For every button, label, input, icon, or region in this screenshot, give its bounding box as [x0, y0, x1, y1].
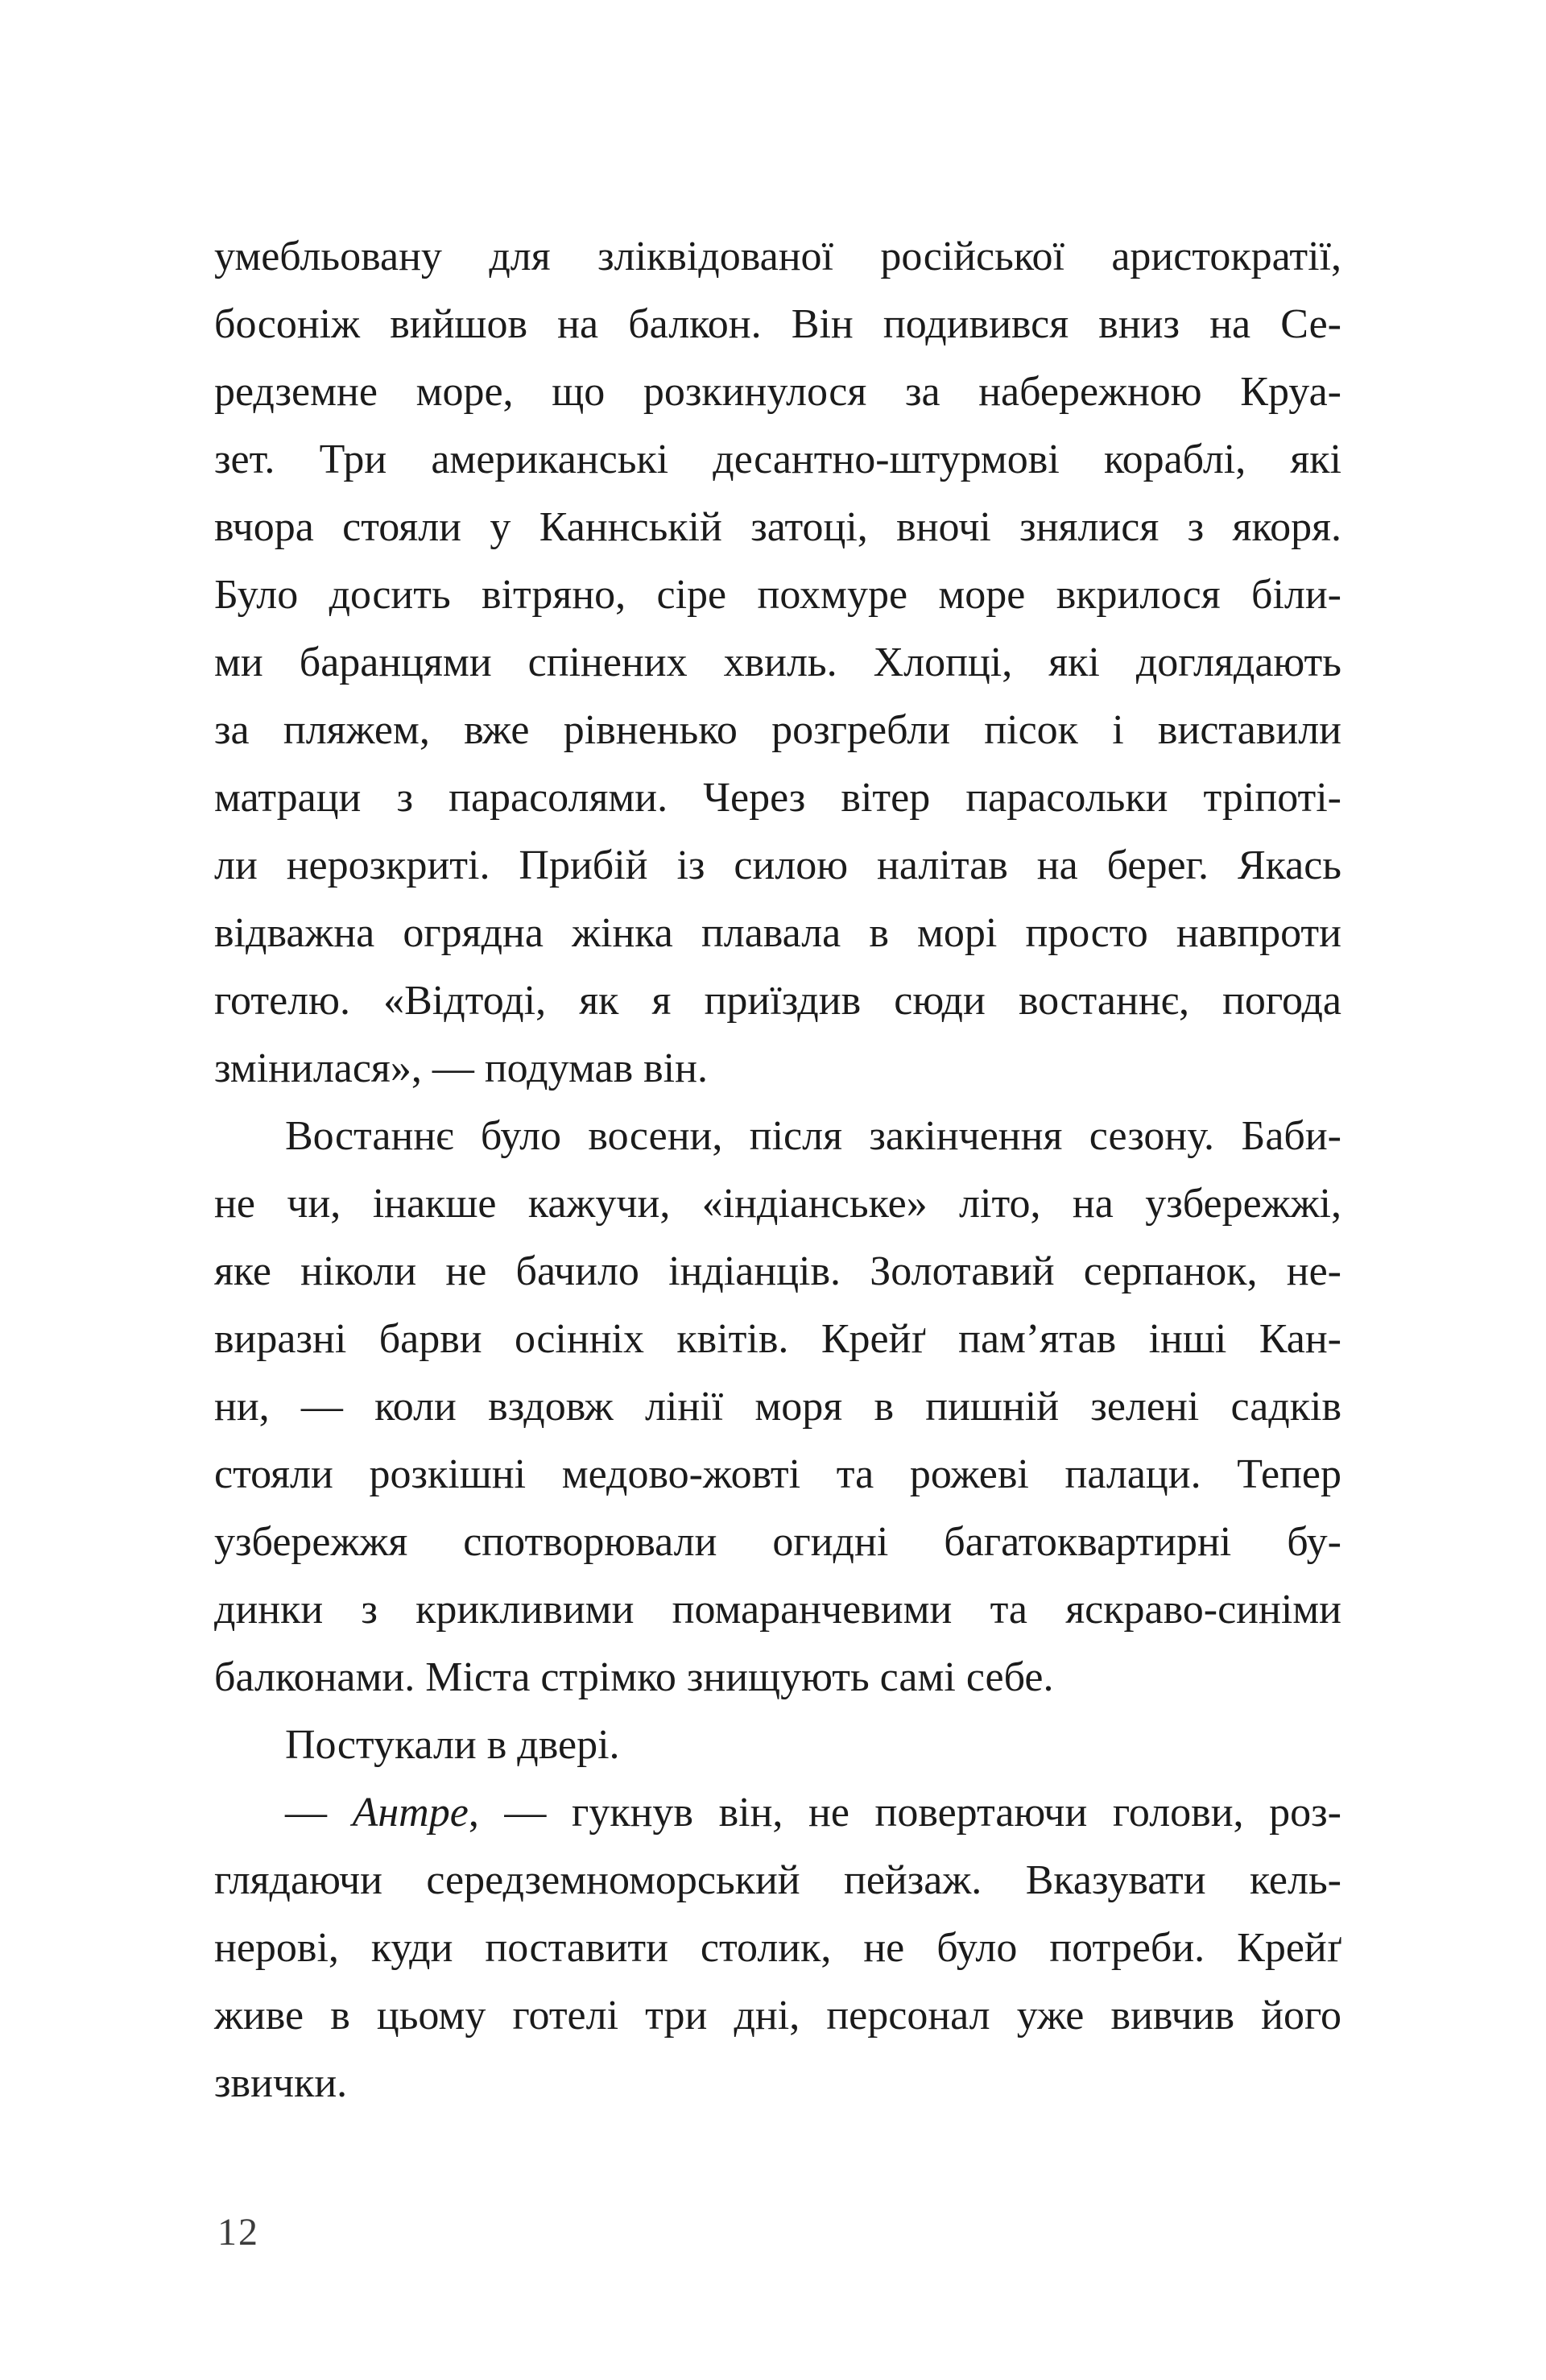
text-line: [214, 1847, 1341, 1914]
text-segment: , — гукнув він, не повертаючи голови, роз-: [468, 1790, 1341, 1836]
text-segment: відважна огрядна жінка плавала в морі просто навпроти: [214, 910, 1341, 956]
text-line: [214, 426, 1341, 494]
text-segment: матраци з парасолями. Через вітер парасольки тріпоті-: [214, 775, 1341, 821]
text-line: [214, 832, 1341, 900]
text-segment: ми баранцями спінених хвиль. Хлопці, які доглядають: [214, 639, 1341, 685]
text-line: [214, 1982, 1341, 2050]
text-segment: Було досить вітряно, сіре похмуре море вкрилося біли-: [214, 572, 1341, 618]
text-line: [214, 629, 1341, 697]
text-line: [214, 1914, 1341, 1982]
text-segment: ни, — коли вздовж лінії моря в пишній зелені садків: [214, 1384, 1341, 1430]
text-segment: за пляжем, вже рівненько розгребли пісок і виставили: [214, 707, 1341, 753]
text-line: [214, 223, 1341, 291]
text-segment: яке ніколи не бачило індіанців. Золотавий серпанок, не-: [214, 1248, 1341, 1294]
text-segment: змінилася», — подумав він.: [214, 1045, 708, 1091]
text-segment: умебльовану для зліквідованої російської аристократії,: [214, 234, 1341, 279]
italic-word: Антре: [352, 1790, 469, 1836]
text-line: [214, 561, 1341, 629]
text-line: [214, 291, 1341, 358]
text-segment: —: [285, 1790, 353, 1836]
text-segment: виразні барви осінніх квітів. Крейґ пам’ятав інші Кан-: [214, 1316, 1341, 1362]
text-line: [214, 900, 1341, 967]
text-line: [214, 1509, 1341, 1576]
text-segment: редземне море, що розкинулося за набережною Круа-: [214, 369, 1341, 415]
text-segment: балконами. Міста стрімко знищують самі себе.: [214, 1654, 1054, 1700]
text-line: [214, 1238, 1341, 1306]
text-line: [214, 494, 1341, 561]
text-segment: стояли розкішні медово-жовті та рожеві палаци. Тепер: [214, 1451, 1341, 1497]
text-line: [214, 1035, 1341, 1103]
text-line: [214, 358, 1341, 426]
text-segment: узбережжя спотворювали огидні багатоквартирні бу-: [214, 1519, 1341, 1565]
text-segment: не чи, інакше кажучи, «індіанське» літо, на узбережжі,: [214, 1181, 1341, 1227]
text-segment: динки з крикливими помаранчевими та яскраво-синіми: [214, 1587, 1341, 1633]
text-line: [214, 1576, 1341, 1644]
text-line: [214, 1373, 1341, 1441]
text-line: [214, 1644, 1341, 1712]
text-line: [214, 2050, 1341, 2117]
text-segment: вчора стояли у Каннській затоці, вночі знялися з якоря.: [214, 504, 1341, 550]
text-segment: Востаннє було восени, після закінчення сезону. Баби-: [285, 1113, 1341, 1159]
text-line: [214, 1306, 1341, 1373]
text-segment: готелю. «Відтоді, як я приїздив сюди востаннє, погода: [214, 978, 1341, 1024]
text-segment: зет. Три американські десантно-штурмові кораблі, які: [214, 437, 1341, 482]
text-segment: звички.: [214, 2060, 348, 2106]
text-segment: босоніж вийшов на балкон. Він подивився вниз на Се-: [214, 301, 1341, 347]
text-line: [214, 697, 1341, 764]
text-block: [214, 223, 1341, 2117]
text-line: [214, 764, 1341, 832]
text-segment: живе в цьому готелі три дні, персонал уже вивчив його: [214, 1993, 1341, 2039]
text-line: [214, 967, 1341, 1035]
page-number: 12: [217, 2211, 259, 2254]
text-line: [214, 1170, 1341, 1238]
text-segment: ли нерозкриті. Прибій із силою налітав на берег. Якась: [214, 842, 1341, 888]
text-segment: нерові, куди поставити столик, не було потреби. Крейґ: [214, 1925, 1341, 1971]
text-line: [214, 1779, 1341, 1847]
text-line: [214, 1103, 1341, 1170]
text-line: [214, 1712, 1341, 1779]
text-segment: глядаючи середземноморський пейзаж. Вказувати кель-: [214, 1857, 1341, 1903]
text-segment: Постукали в двері.: [285, 1722, 620, 1768]
text-line: [214, 1441, 1341, 1509]
